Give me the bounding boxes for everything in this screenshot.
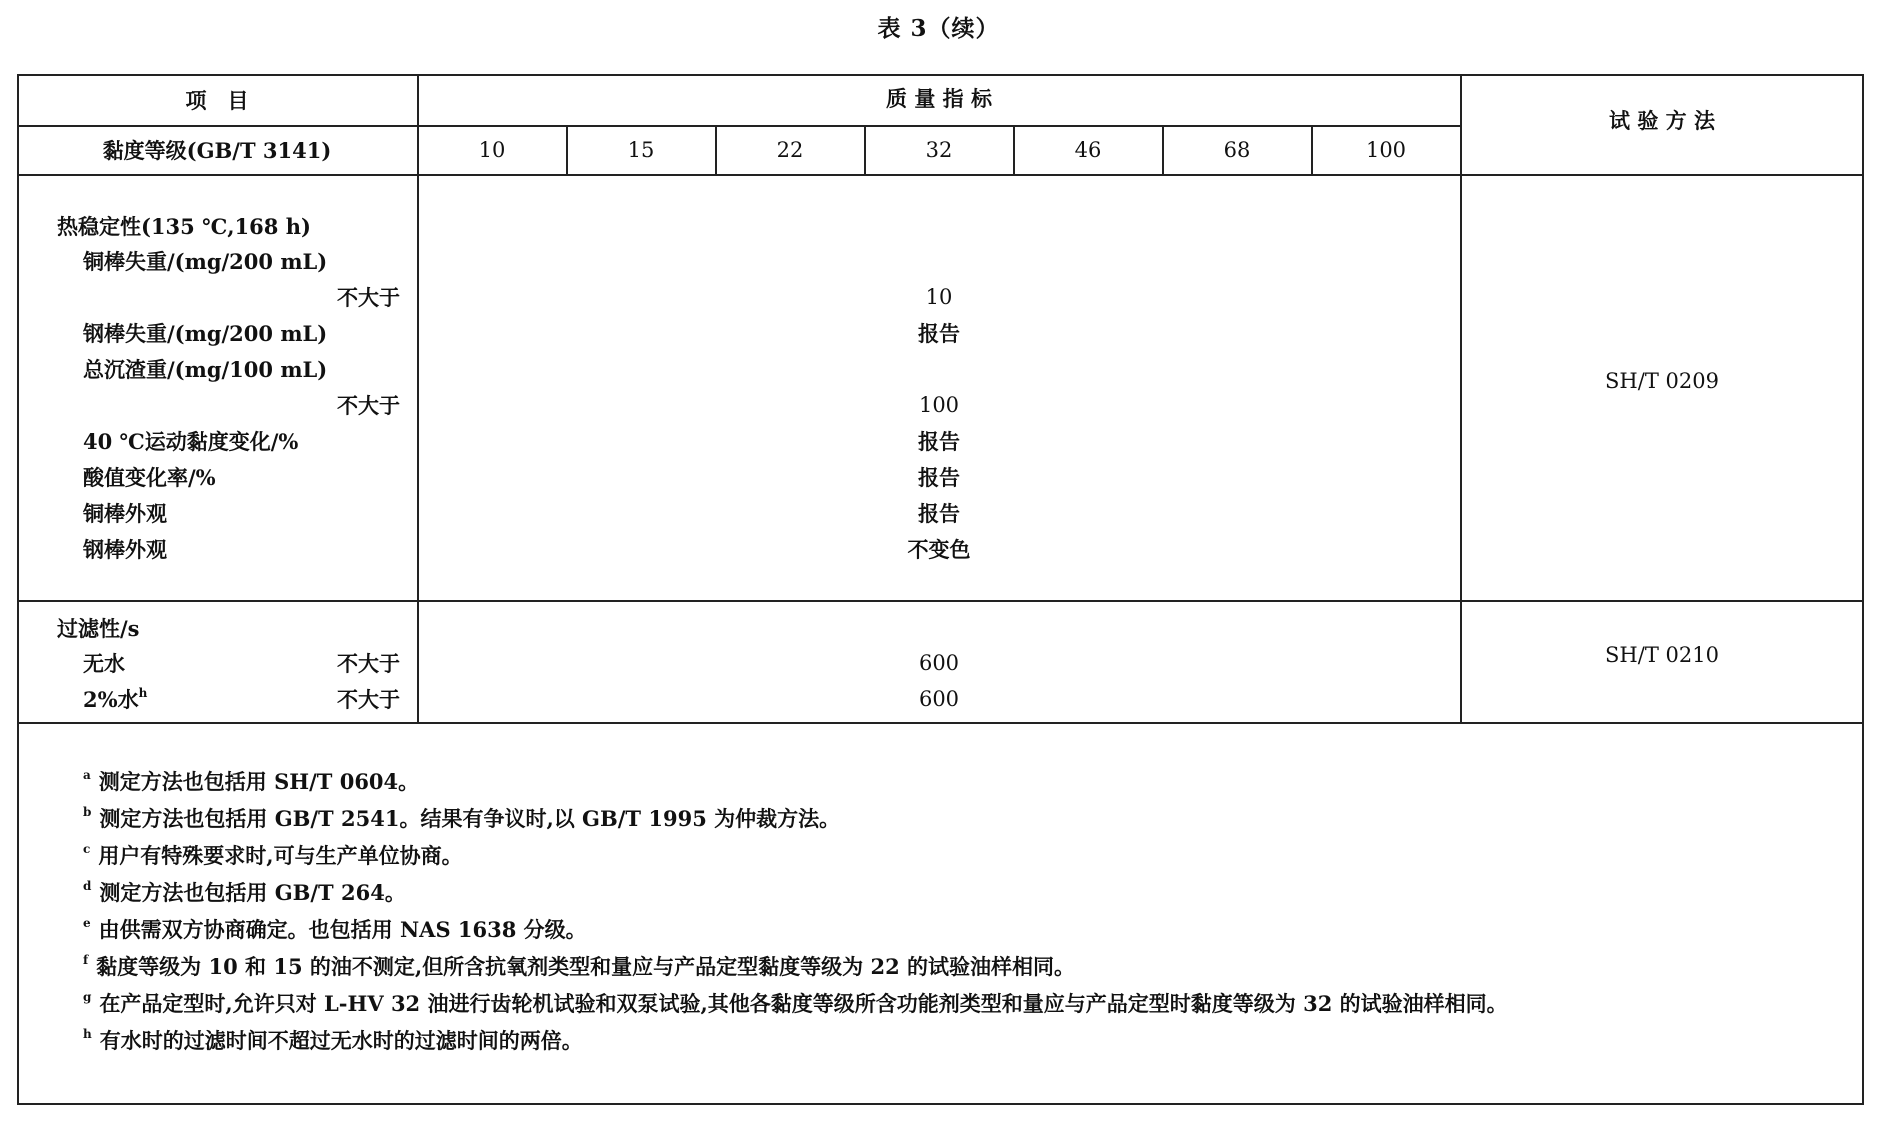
thermal-copper-loss: 铜棒失重/(mg/200 mL)	[83, 249, 328, 274]
filter-method: SH/T 0210	[1605, 643, 1719, 667]
footnote-text: 测定方法也包括用 SH/T 0604。	[98, 769, 420, 794]
footnote-f	[83, 953, 1076, 979]
filter-limit-2: 不大于	[337, 687, 400, 712]
footnote-g	[83, 990, 1508, 1016]
footnote-a	[83, 768, 420, 794]
filter-no-water: 无水	[83, 651, 125, 676]
footnote-h	[83, 1027, 583, 1053]
rule-thermal-bottom	[17, 600, 1864, 602]
footnote-b	[83, 805, 841, 831]
footnote-mark: f	[83, 953, 89, 967]
thermal-copper-appearance-value: 报告	[918, 501, 960, 526]
thermal-viscosity-change-value: 报告	[918, 429, 960, 454]
footnote-text: 黏度等级为 10 和 15 的油不测定,但所含抗氧剂类型和量应与产品定型黏度等级为 22 的试验油样相同。	[96, 954, 1076, 979]
footnote-text: 测定方法也包括用 GB/T 264。	[99, 880, 406, 905]
thermal-method: SH/T 0209	[1605, 369, 1719, 393]
filter-with-water-value: 600	[918, 687, 960, 711]
rule-filter-bottom	[17, 722, 1864, 724]
footnote-mark: a	[83, 768, 91, 782]
rule-item-column	[417, 74, 419, 722]
filter-limit-1: 不大于	[337, 651, 400, 676]
footnote-mark: e	[83, 916, 91, 930]
footnote-c	[83, 842, 463, 868]
thermal-copper-loss-value: 10	[925, 285, 953, 309]
rule-grade-100	[1311, 125, 1313, 174]
filter-with-water-footnote-mark: h	[138, 686, 148, 700]
rule-grade-46	[1013, 125, 1015, 174]
header-item: 项 目	[185, 88, 249, 113]
grade-22: 22	[776, 138, 804, 162]
filter-with-water	[83, 686, 148, 712]
footnote-mark: g	[83, 990, 92, 1004]
thermal-steel-appearance-value: 不变色	[907, 537, 971, 562]
footnote-text: 有水时的过滤时间不超过无水时的过滤时间的两倍。	[99, 1028, 583, 1053]
grade-10: 10	[478, 138, 506, 162]
thermal-steel-loss: 钢棒失重/(mg/200 mL)	[83, 321, 328, 346]
grade-100: 100	[1365, 138, 1407, 162]
thermal-steel-appearance: 钢棒外观	[83, 537, 167, 562]
footnote-e	[83, 916, 587, 942]
rule-grade-15	[566, 125, 568, 174]
thermal-sludge-value: 100	[918, 393, 960, 417]
footnote-mark: b	[83, 805, 92, 819]
footnote-mark: c	[83, 842, 91, 856]
footnote-d	[83, 879, 406, 905]
thermal-sludge: 总沉渣重/(mg/100 mL)	[83, 357, 328, 382]
footnote-mark: h	[83, 1027, 92, 1041]
thermal-limit-2: 不大于	[337, 393, 400, 418]
header-quality: 质 量 指 标	[886, 86, 992, 111]
grade-32: 32	[925, 138, 953, 162]
header-grade-label: 黏度等级(GB/T 3141)	[102, 138, 332, 163]
header-method: 试 验 方 法	[1609, 108, 1715, 133]
footnote-text: 测定方法也包括用 GB/T 2541。结果有争议时,以 GB/T 1995 为仲裁方法。	[99, 806, 841, 831]
grade-15: 15	[627, 138, 655, 162]
footnote-mark: d	[83, 879, 92, 893]
thermal-acid-change: 酸值变化率/%	[83, 465, 216, 490]
rule-grade-68	[1162, 125, 1164, 174]
thermal-limit-1: 不大于	[337, 285, 400, 310]
thermal-copper-appearance: 铜棒外观	[83, 501, 167, 526]
filter-with-water-label: 2%水	[83, 687, 139, 712]
table-caption: 表 3（续）	[877, 15, 1000, 42]
footnote-text: 由供需双方协商确定。也包括用 NAS 1638 分级。	[98, 917, 587, 942]
footnote-text: 用户有特殊要求时,可与生产单位协商。	[98, 843, 463, 868]
rule-grade-22	[715, 125, 717, 174]
grade-46: 46	[1074, 138, 1102, 162]
thermal-acid-change-value: 报告	[918, 465, 960, 490]
grade-68: 68	[1223, 138, 1251, 162]
filter-no-water-value: 600	[918, 651, 960, 675]
filter-title: 过滤性/s	[57, 616, 140, 641]
rule-grade-32	[864, 125, 866, 174]
rule-method-column	[1460, 74, 1462, 722]
thermal-steel-loss-value: 报告	[918, 321, 960, 346]
footnote-text: 在产品定型时,允许只对 L-HV 32 油进行齿轮机试验和双泵试验,其他各黏度等级所含功能剂类型和量应与产品定型时黏度等级为 32 的试验油样相同。	[99, 991, 1508, 1016]
thermal-title: 热稳定性(135 ℃,168 h)	[57, 214, 311, 239]
rule-header-bottom	[17, 174, 1864, 176]
rule-header-mid	[17, 125, 1462, 127]
thermal-viscosity-change: 40 ℃运动黏度变化/%	[83, 429, 299, 454]
